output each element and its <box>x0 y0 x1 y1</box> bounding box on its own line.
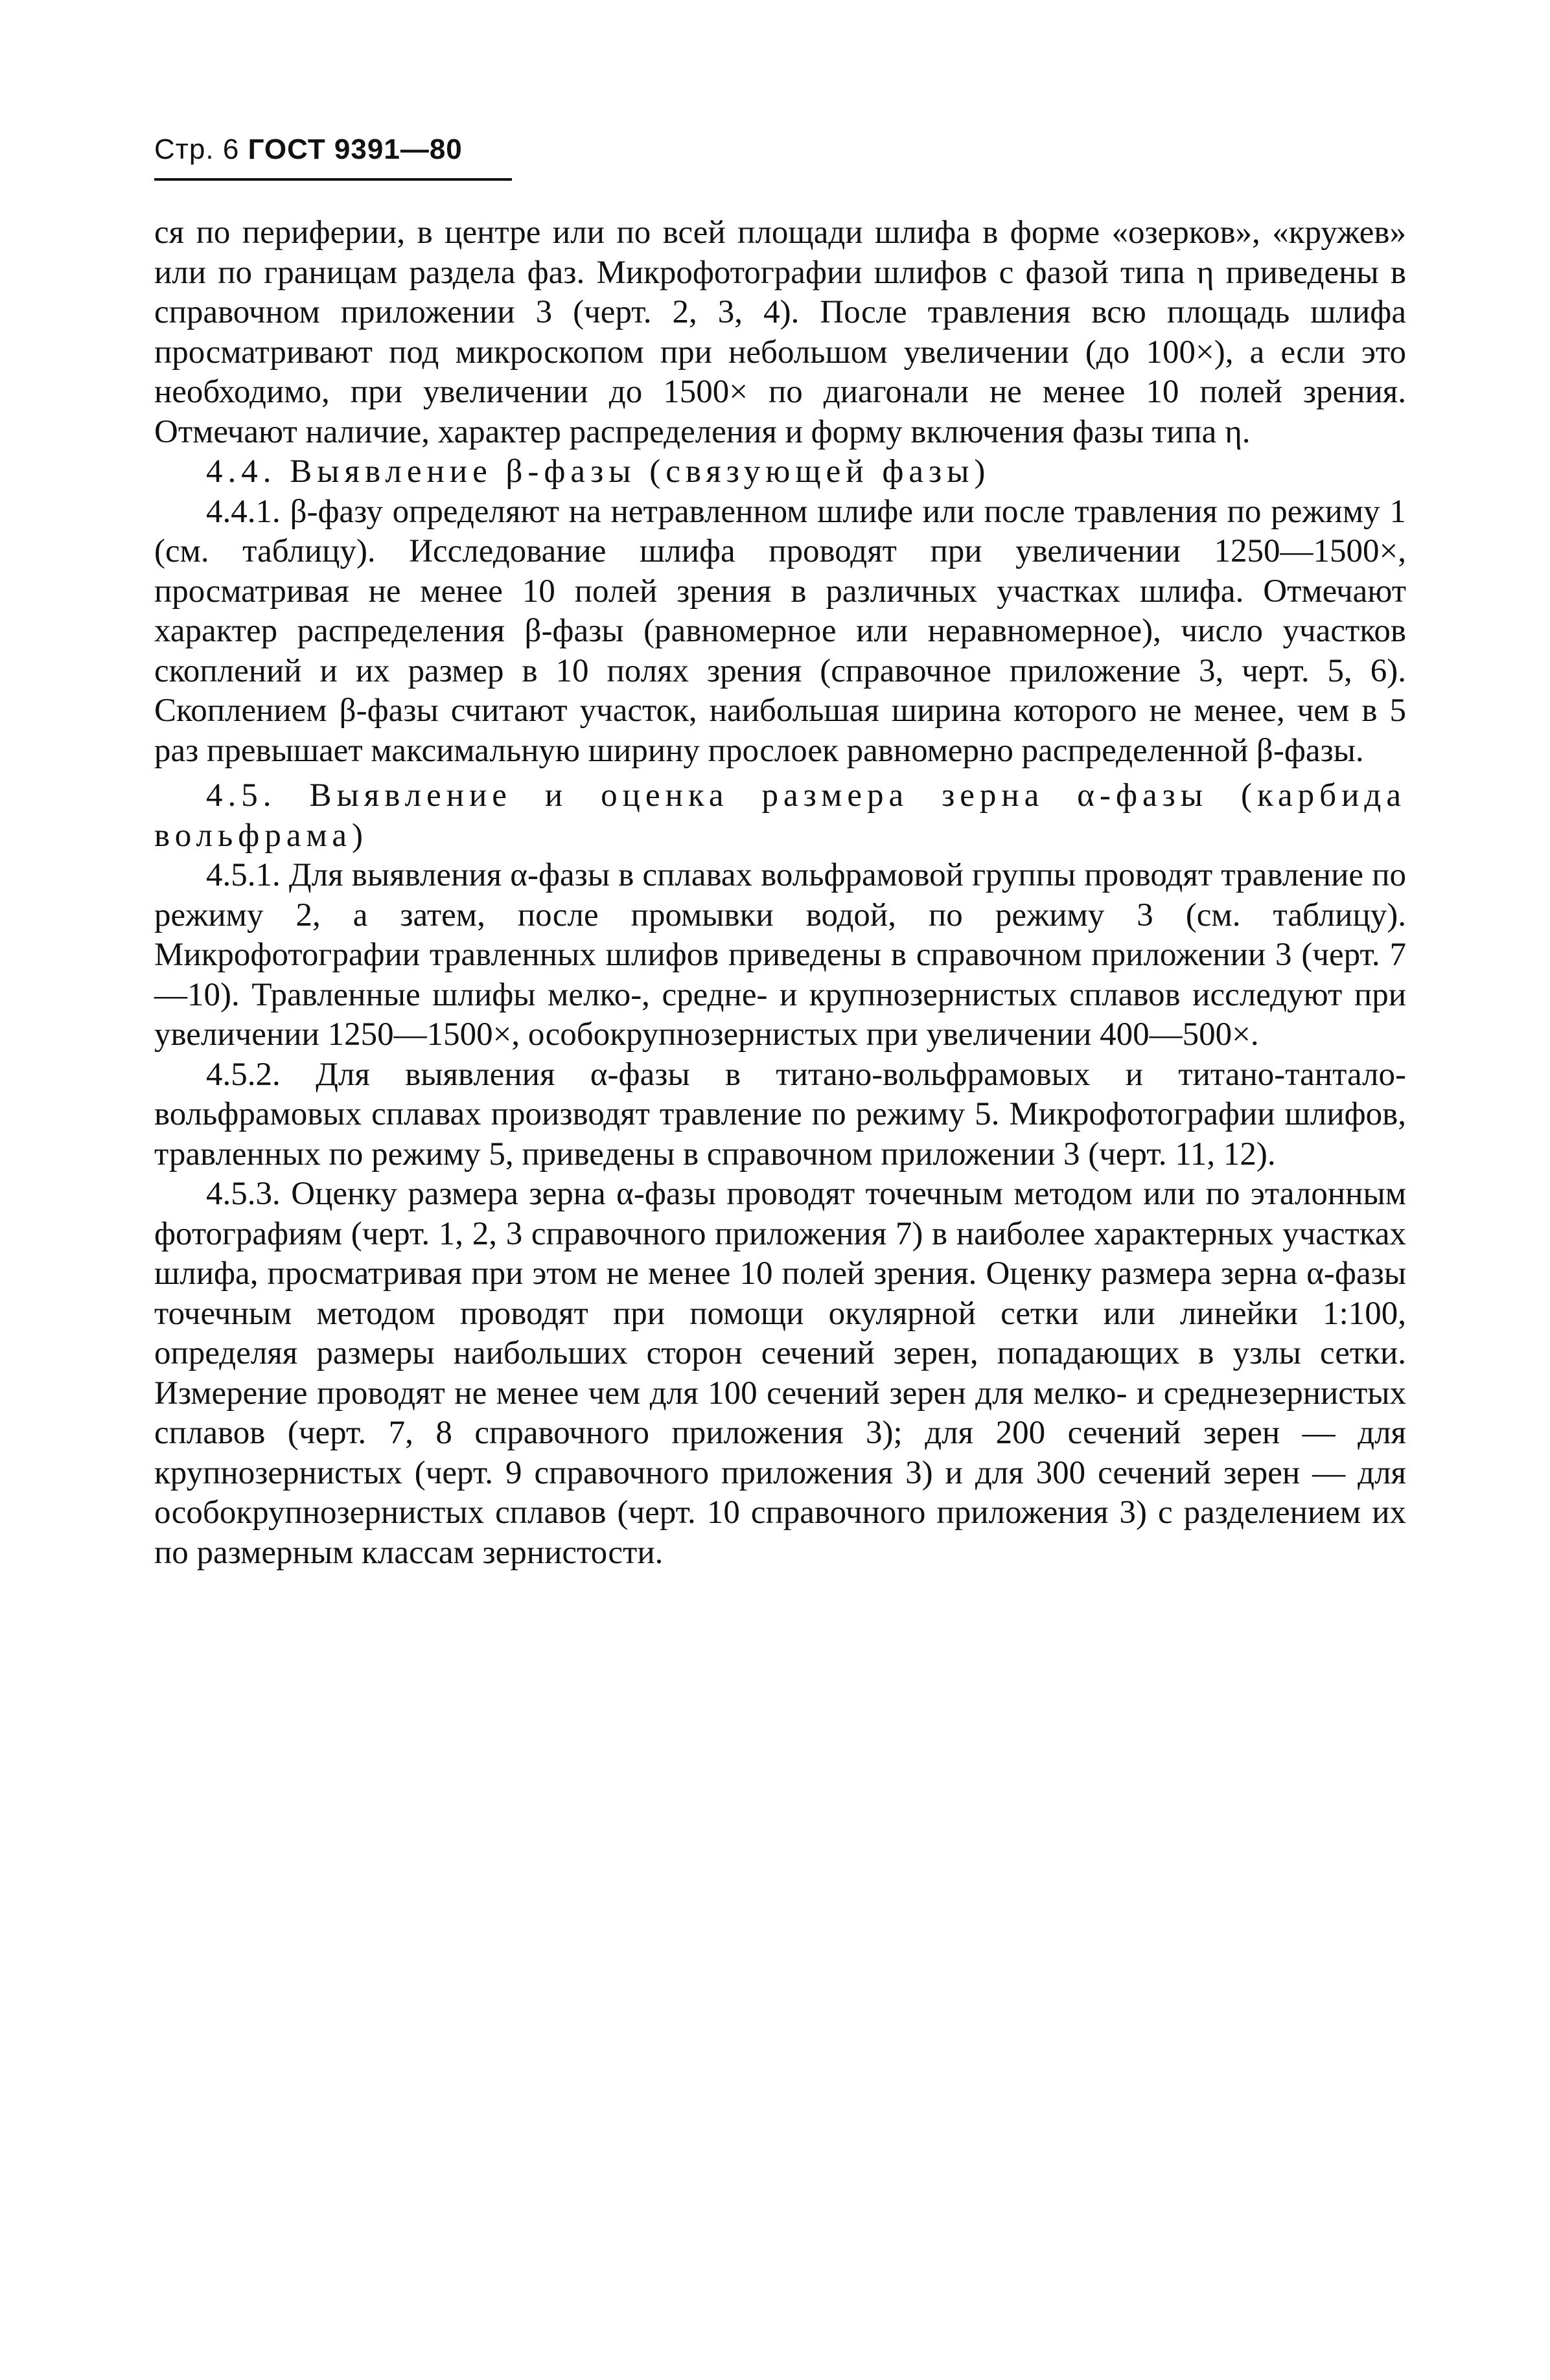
section-heading-4-5: 4.5. Выявление и оценка размера зерна α-фазы (карбида вольфрама) <box>154 777 1406 854</box>
paragraph-4-5-3: 4.5.3. Оценку размера зерна α-фазы проводят точечным методом или по эталонным фотографиям (черт. 1, 2, 3 справочного приложения 7) в наиболее характерных участках шлифа, просматривая при этом не менее 10 полей зрения. Оценку размера зерна α-фазы точечным методом проводят при помощи окулярной сетки или линейки 1:100, определяя размеры наибольших сторон сечений зерен, попадающих в узлы сетки. Измерение проводят не менее чем для 100 сечений зерен для мелко- и среднезернистых сплавов (черт. 7, 8 справочного приложения 3); для 200 сечений зерен — для крупнозернистых (черт. 9 справочного приложения 3) и для 300 сечений зерен — для особокрупнозернистых сплавов (черт. 10 справочного приложения 3) с разделением их по размерным классам зернистости. <box>154 1176 1406 1571</box>
document-page <box>154 133 1406 1573</box>
header-rule <box>154 178 512 181</box>
paragraph-4-5-1: 4.5.1. Для выявления α-фазы в сплавах вольфрамовой группы проводят травление по режиму 2, а затем, после промывки водой, по режиму 3 (см. таблицу). Микрофотографии травленных шлифов приведены в справочном приложении 3 (черт. 7—10). Травленные шлифы мелко-, средне- и крупнозернистых сплавов исследуют при увеличении 1250—1500×, особокрупнозернистых при увеличении 400—500×. <box>154 857 1406 1053</box>
paragraph-4-4-1: 4.4.1. β-фазу определяют на нетравленном шлифе или после травления по режиму 1 (см. таблицу). Исследование шлифа проводят при увеличении 1250—1500×, просматривая не менее 10 полей зрения в различных участках шлифа. Отмечают характер распределения β-фазы (равномерное или неравномерное), число участков скоплений и их размер в 10 полях зрения (справочное приложение 3, черт. 5, 6). Скоплением β-фазы считают участок, наибольшая ширина которого не менее, чем в 5 раз превышает максимальную ширину прослоек равномерно распределенной β-фазы. <box>154 493 1406 769</box>
paragraph-4-5-2: 4.5.2. Для выявления α-фазы в титано-вольфрамовых и титано-тантало-вольфрамовых сплавах производят травление по режиму 5. Микрофотографии шлифов, травленных по режиму 5, приведены в справочном приложении 3 (черт. 11, 12). <box>154 1056 1406 1173</box>
paragraph-continuation: ся по периферии, в центре или по всей площади шлифа в форме «озерков», «кружев» или по границам раздела фаз. Микрофотографии шлифов с фазой типа η приведены в справочном приложении 3 (черт. 2, 3, 4). После травления всю площадь шлифа просматривают под микроскопом при небольшом увеличении (до 100×), а если это необходимо, при увеличении до 1500× по диагонали не менее 10 полей зрения. Отмечают наличие, характер распределения и форму включения фазы типа η. <box>154 214 1406 450</box>
standard-number: ГОСТ 9391—80 <box>248 133 463 165</box>
section-heading-4-4: 4.4. Выявление β-фазы (связующей фазы) <box>206 453 991 490</box>
document-body <box>154 213 1406 1573</box>
page-header <box>154 133 1406 166</box>
page-number: Стр. 6 <box>154 133 240 165</box>
